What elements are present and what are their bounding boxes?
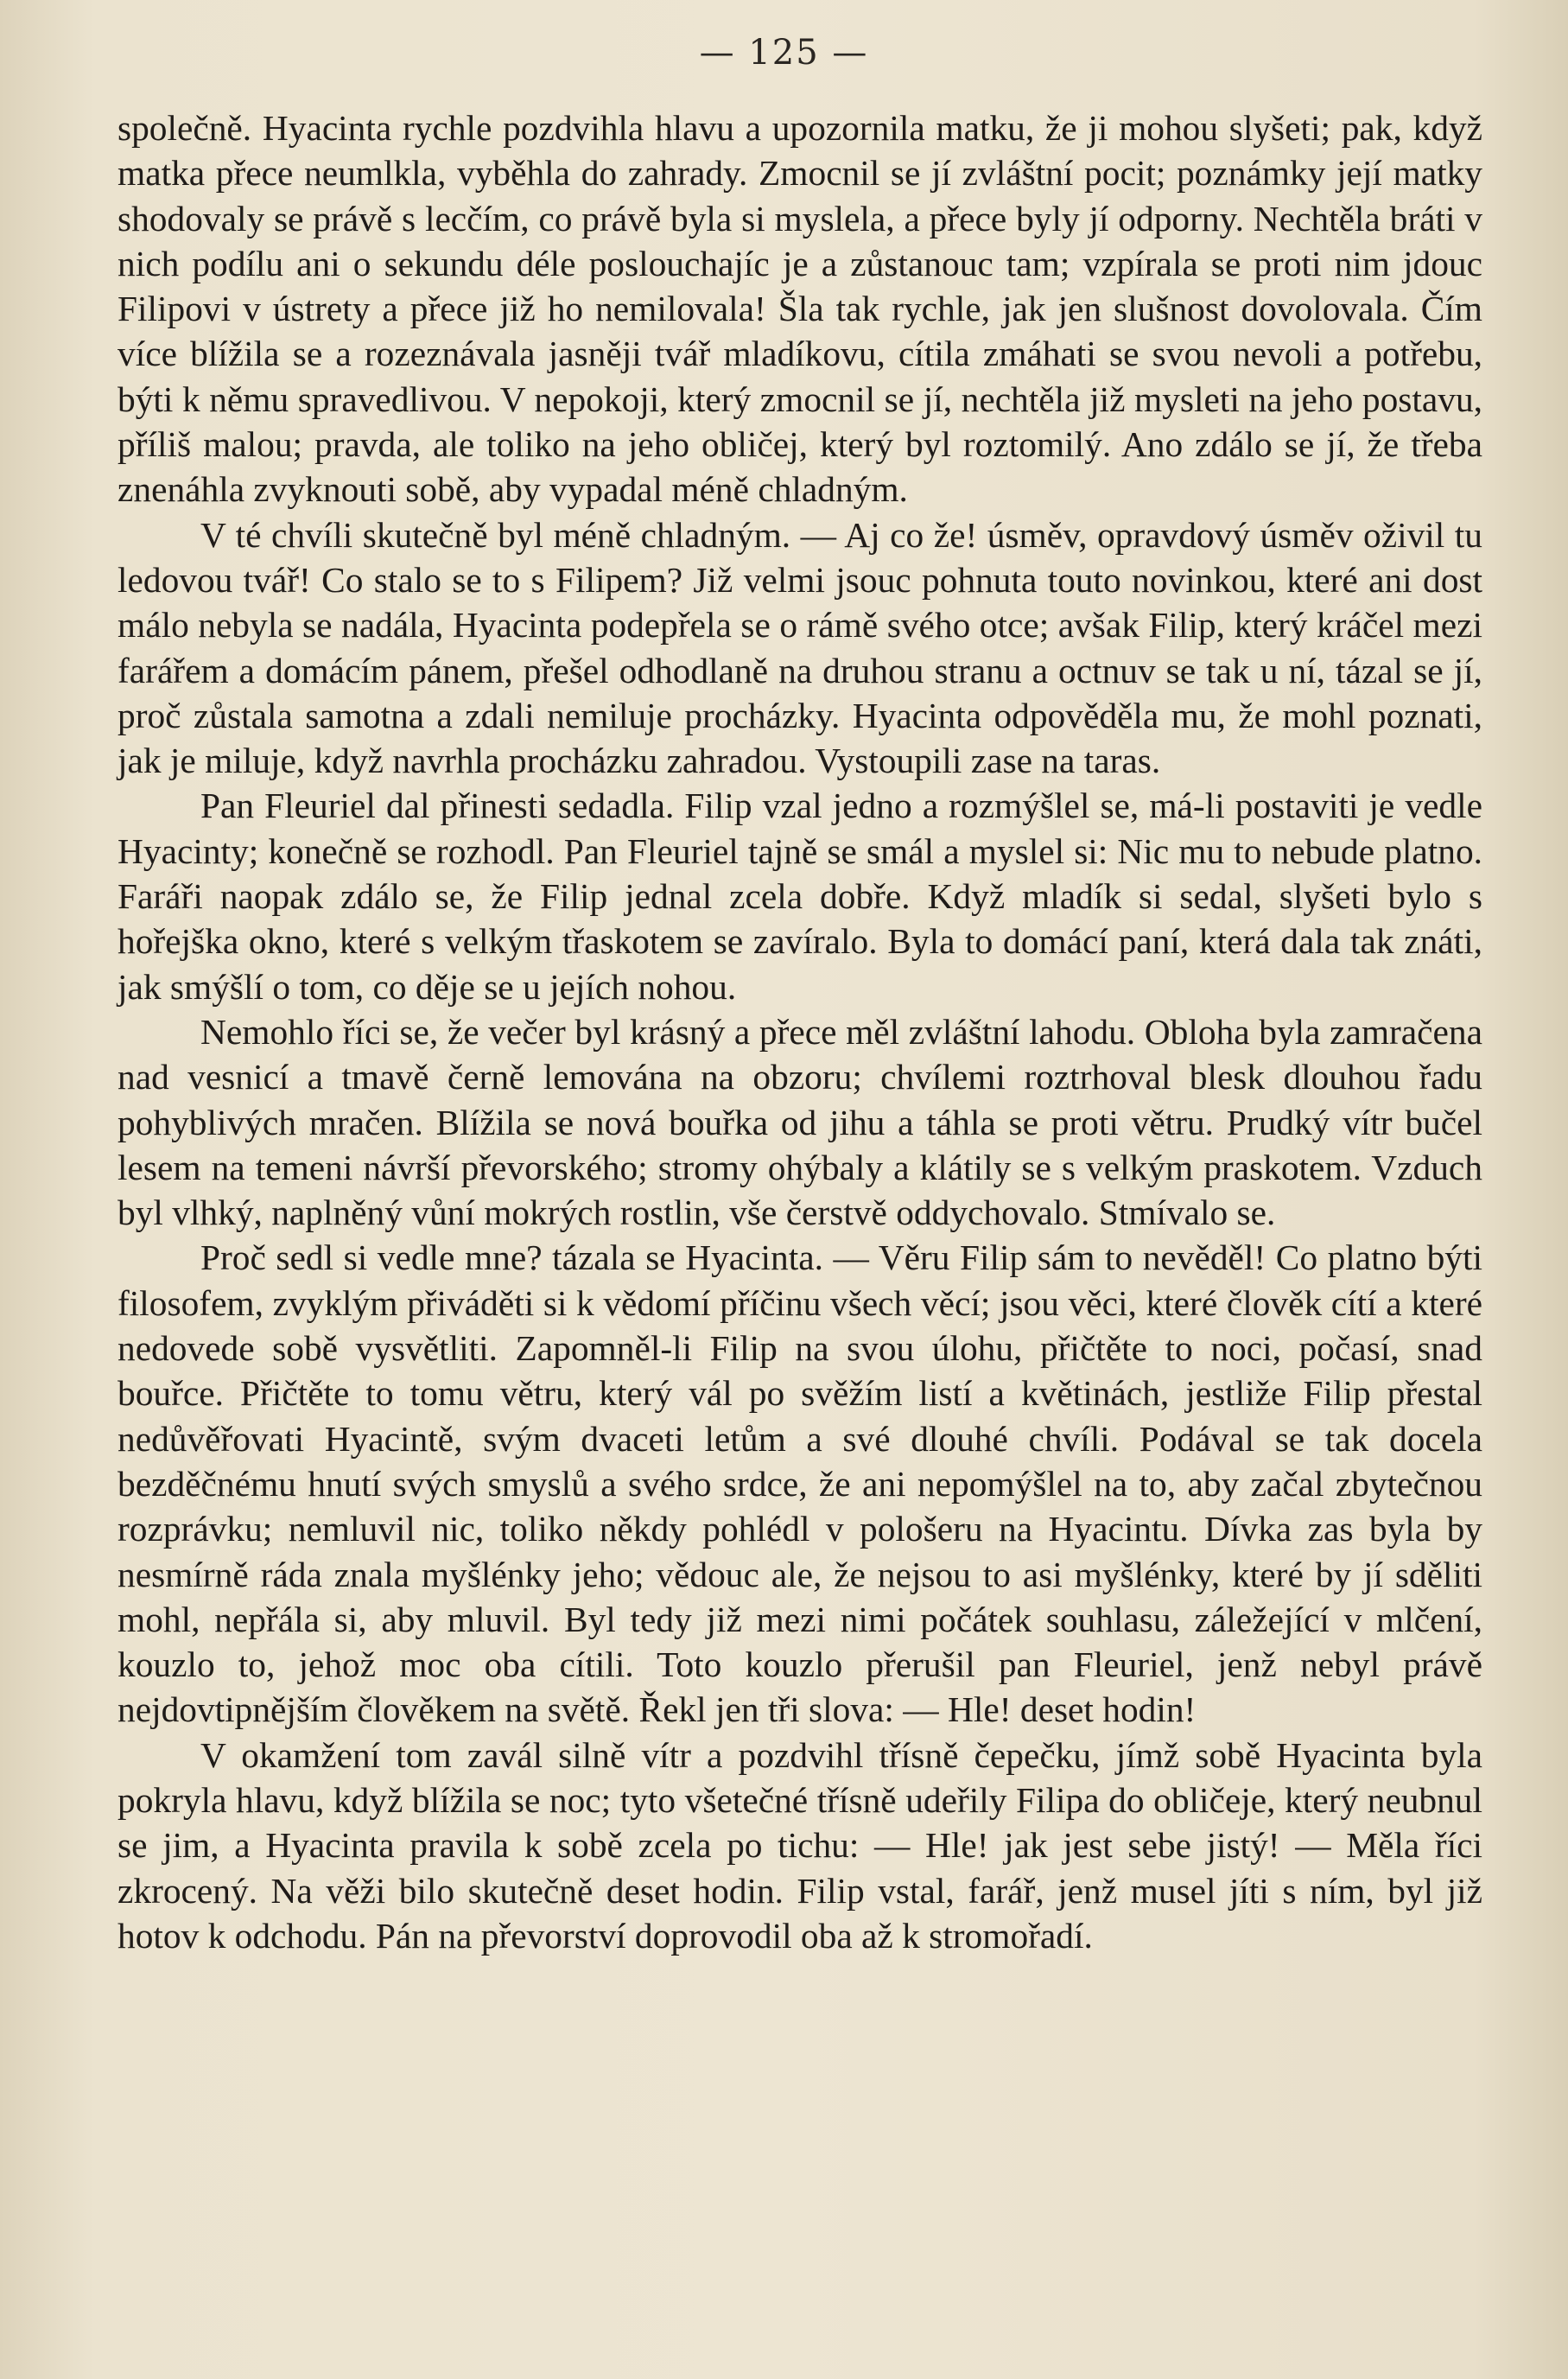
paragraph: Proč sedl si vedle mne? tázala se Hyacinta. — Věru Filip sám to nevěděl! Co platno býti filosofem, zvyklým přiváděti si k vědomí příčinu všech věcí; jsou věci, které člověk cítí a které nedovede sobě vysvětliti. Zapomněl-li Filip na svou úlohu, přičtěte to noci, počasí, snad bouřce. Přičtěte to tomu větru, který vál po svěžím listí a květinách, jestliže Filip přestal nedůvěřovati Hyacintě, svým dvaceti letům a své dlouhé chvíli. Podával se tak docela bezděčnému hnutí svých smyslů a svého srdce, že ani nepomýšlel na to, aby začal zbytečnou rozprávku; nemluvil nic, toliko někdy pohlédl v pološeru na Hyacintu. Dívka zas byla by nesmírně ráda znala myšlénky jeho; vědouc ale, že nejsou to asi myšlénky, které by jí sděliti mohl, nepřála si, aby mluvil. Byl tedy již mezi nimi počátek souhlasu, záležející v mlčení, kouzlo to, jehož moc oba cítili. Toto kouzlo přerušil pan Fleuriel, jenž nebyl právě nejdovtipnějším člověkem na světě. Řekl jen tři slova: — Hle! deset hodin! — [117, 1237, 1482, 1730]
page-number: — 125 — — [699, 33, 869, 73]
paragraph: Nemohlo říci se, že večer byl krásný a přece měl zvláštní lahodu. Obloha byla zamračena nad vesnicí a tmavě černě lemována na obzoru; chvílemi roztrhoval blesk dlouhou řadu pohyblivých mračen. Blížila se nová bouřka od jihu a táhla se proti větru. Prudký vítr bučel lesem na temeni návrší převorského; stromy ohýbaly a klátily se s velkým praskotem. Vzduch byl vlhký, naplněný vůní mokrých rostlin, vše čerstvě oddychovalo. Stmívalo se. — [117, 1011, 1482, 1233]
paragraph: V té chvíli skutečně byl méně chladným. — Aj co že! úsměv, opravdový úsměv oživil tu ledovou tvář! Co stalo se to s Filipem? Již velmi jsouc pohnuta touto novinkou, které ani dost málo nebyla se nadála, Hyacinta podepřela se o rámě svého otce; avšak Filip, který kráčel mezi farářem a domácím pánem, přešel odhodlaně na druhou stranu a octnuv se tak u ní, tázal se jí, proč zůstala samotna a zdali nemiluje procházky. Hyacinta odpověděla mu, že mohl poznati, jak je miluje, když navrhla procházku zahradou. Vystoupili zase na taras. — [117, 514, 1482, 781]
paragraph: společně. Hyacinta rychle pozdvihla hlavu a upozornila matku, že ji mohou slyšeti; pak, když matka přece neumlkla, vyběhla do zahrady. Zmocnil se jí zvláštní pocit; poznámky její matky shodovaly se právě s lecčím, co právě byla si myslela, a přece byly jí odporny. Nechtěla bráti v nich podílu ani o sekundu déle poslouchajíc je a zůstanouc tam; vzpírala se proti nim jdouc Filipovi v ústrety a přece již ho nemilovala! Šla tak rychle, jak jen slušnost dovolovala. Čím více blížila se a rozeznávala jasněji tvář mladíkovu, cítila zmáhati se svou nevoli a potřebu, býti k němu spravedlivou. V nepokoji, který zmocnil se jí, nechtěla již mysleti na jeho postavu, příliš malou; pravda, ale toliko na jeho obličej, který byl roztomilý. Ano zdálo se jí, že třeba znenáhla zvyknouti sobě, aby vypadal méně chladným. — [117, 108, 1482, 510]
paragraph: Pan Fleuriel dal přinesti sedadla. Filip vzal jedno a rozmýšlel se, má-li postaviti je vedle Hyacinty; konečně se rozhodl. Pan Fleuriel tajně se smál a myslel si: Nic mu to nebude platno. Faráři naopak zdálo se, že Filip jednal zcela dobře. Když mladík si sedal, slyšeti bylo s hořejška okno, které s velkým třaskotem se zavíralo. Byla to domácí paní, která dala tak znáti, jak smýšlí o tom, co děje se u jejích nohou. — [117, 786, 1482, 1007]
body-text — [117, 105, 1482, 1958]
paragraph: V okamžení tom zavál silně vítr a pozdvihl třísně čepečku, jímž sobě Hyacinta byla pokryla hlavu, když blížila se noc; tyto všetečné třísně udeřily Filipa do obličeje, který neubnul se jim, a Hyacinta pravila k sobě zcela po tichu: — Hle! jak jest sebe jistý! — Měla říci zkrocený. Na věži bilo skutečně deset hodin. Filip vstal, farář, jenž musel jíti s ním, byl již hotov k odchodu. Pán na převorství doprovodil oba až k stromořadí. — [117, 1734, 1482, 1956]
